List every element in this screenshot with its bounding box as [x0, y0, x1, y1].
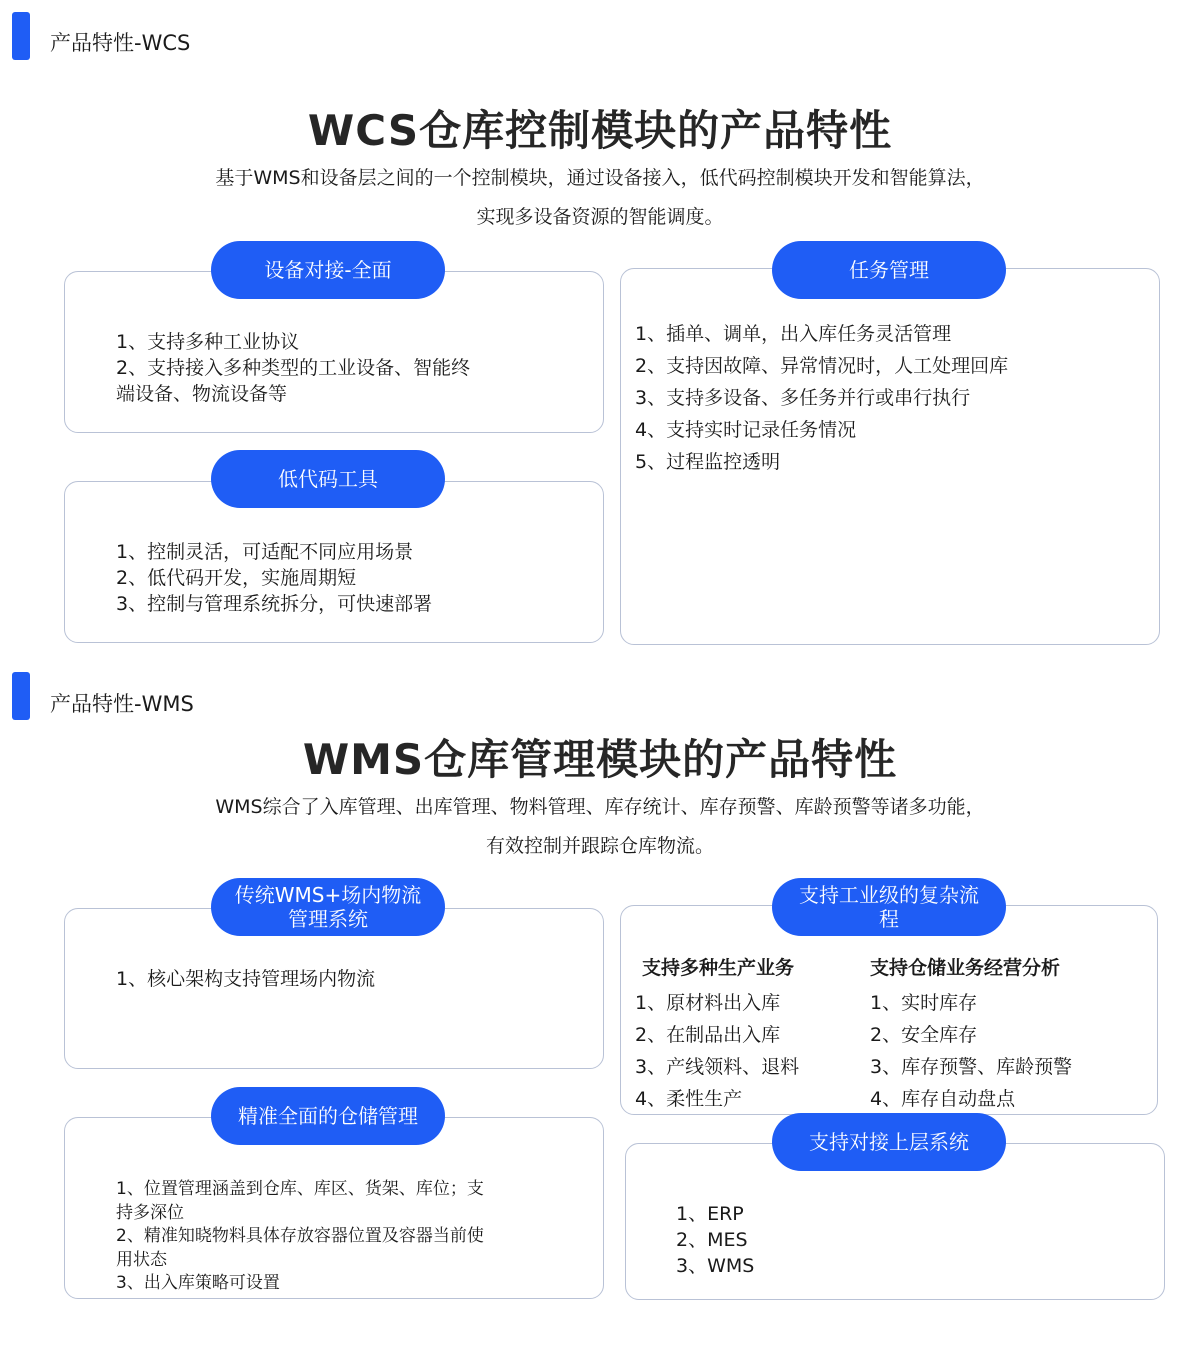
list-item: 端设备、物流设备等 — [116, 383, 288, 405]
list-item: 3、支持多设备、多任务并行或串行执行 — [635, 387, 971, 409]
complex-process-title-line1: 支持工业级的复杂流 — [799, 883, 979, 907]
wcs-subtitle-line1: 基于WMS和设备层之间的一个控制模块，通过设备接入，低代码控制模块开发和智能算法， — [215, 167, 985, 189]
low-code-title: 低代码工具 — [211, 450, 445, 508]
list-item: 用状态 — [116, 1249, 167, 1270]
list-item: 2、支持因故障、异常情况时，人工处理回库 — [635, 355, 1009, 377]
low-code-list — [116, 539, 586, 617]
list-item: 2、低代码开发，实施周期短 — [116, 567, 357, 589]
wcs-title: WCS仓库控制模块的产品特性 — [307, 106, 893, 155]
task-management-title: 任务管理 — [772, 241, 1006, 299]
list-item: 4、支持实时记录任务情况 — [635, 419, 857, 441]
upper-system-list — [676, 1201, 976, 1279]
list-item: 2、安全库存 — [870, 1024, 978, 1046]
list-item: 1、控制灵活，可适配不同应用场景 — [116, 541, 414, 563]
list-item: 1、实时库存 — [870, 992, 978, 1014]
list-item: 1、位置管理涵盖到仓库、库区、货架、库位；支 — [116, 1179, 484, 1199]
list-item: 5、过程监控透明 — [635, 451, 781, 473]
list-item: 2、在制品出入库 — [635, 1024, 781, 1046]
section-marker-wcs — [12, 12, 30, 60]
list-item: 4、柔性生产 — [635, 1088, 743, 1110]
complex-process-title-line2: 程 — [879, 907, 899, 931]
wms-subtitle-line2: 有效控制并跟踪仓库物流。 — [485, 835, 714, 857]
wms-subtitle-line1: WMS综合了入库管理、出库管理、物料管理、库存统计、库存预警、库龄预警等诸多功能， — [215, 796, 985, 818]
device-integration-title: 设备对接-全面 — [211, 241, 445, 299]
list-item: 3、产线领料、退料 — [635, 1056, 800, 1078]
task-management-list — [635, 318, 1150, 478]
list-item: 1、原材料出入库 — [635, 992, 781, 1014]
list-item: 3、出入库策略可设置 — [116, 1273, 280, 1293]
wms-title: WMS仓库管理模块的产品特性 — [302, 735, 898, 784]
list-item: 2、MES — [676, 1229, 748, 1251]
precise-storage-title: 精准全面的仓储管理 — [211, 1087, 445, 1145]
list-item: 1、插单、调单，出入库任务灵活管理 — [635, 323, 952, 345]
list-item: 3、WMS — [676, 1255, 755, 1277]
section-label-wms: 产品特性-WMS — [50, 692, 194, 716]
list-item: 2、支持接入多种类型的工业设备、智能终 — [116, 357, 471, 379]
list-item: 1、支持多种工业协议 — [116, 331, 300, 353]
device-integration-list — [116, 329, 586, 407]
list-item: 1、核心架构支持管理场内物流 — [116, 968, 376, 990]
traditional-wms-title-line1: 传统WMS+场内物流 — [234, 883, 422, 907]
section-marker-wms — [12, 672, 30, 720]
list-item: 持多深位 — [116, 1202, 184, 1223]
section-label-wcs: 产品特性-WCS — [50, 31, 191, 55]
list-item: 4、库存自动盘点 — [870, 1088, 1016, 1110]
complex-process-title — [772, 878, 1006, 936]
list-item: 3、控制与管理系统拆分，可快速部署 — [116, 593, 433, 615]
traditional-wms-title — [211, 878, 445, 936]
storage-analysis-list — [870, 987, 1145, 1115]
list-item: 1、ERP — [676, 1203, 744, 1225]
list-item: 3、库存预警、库龄预警 — [870, 1056, 1073, 1078]
upper-system-title: 支持对接上层系统 — [772, 1113, 1006, 1171]
list-item: 2、精准知晓物料具体存放容器位置及容器当前使 — [116, 1226, 484, 1246]
traditional-wms-list — [116, 966, 586, 992]
production-business-list — [635, 987, 860, 1115]
precise-storage-list — [116, 1178, 586, 1296]
storage-analysis-heading: 支持仓储业务经营分析 — [870, 957, 1061, 979]
wcs-subtitle-line2: 实现多设备资源的智能调度。 — [476, 206, 724, 228]
production-business-heading: 支持多种生产业务 — [642, 957, 795, 979]
traditional-wms-title-line2: 管理系统 — [288, 907, 368, 931]
